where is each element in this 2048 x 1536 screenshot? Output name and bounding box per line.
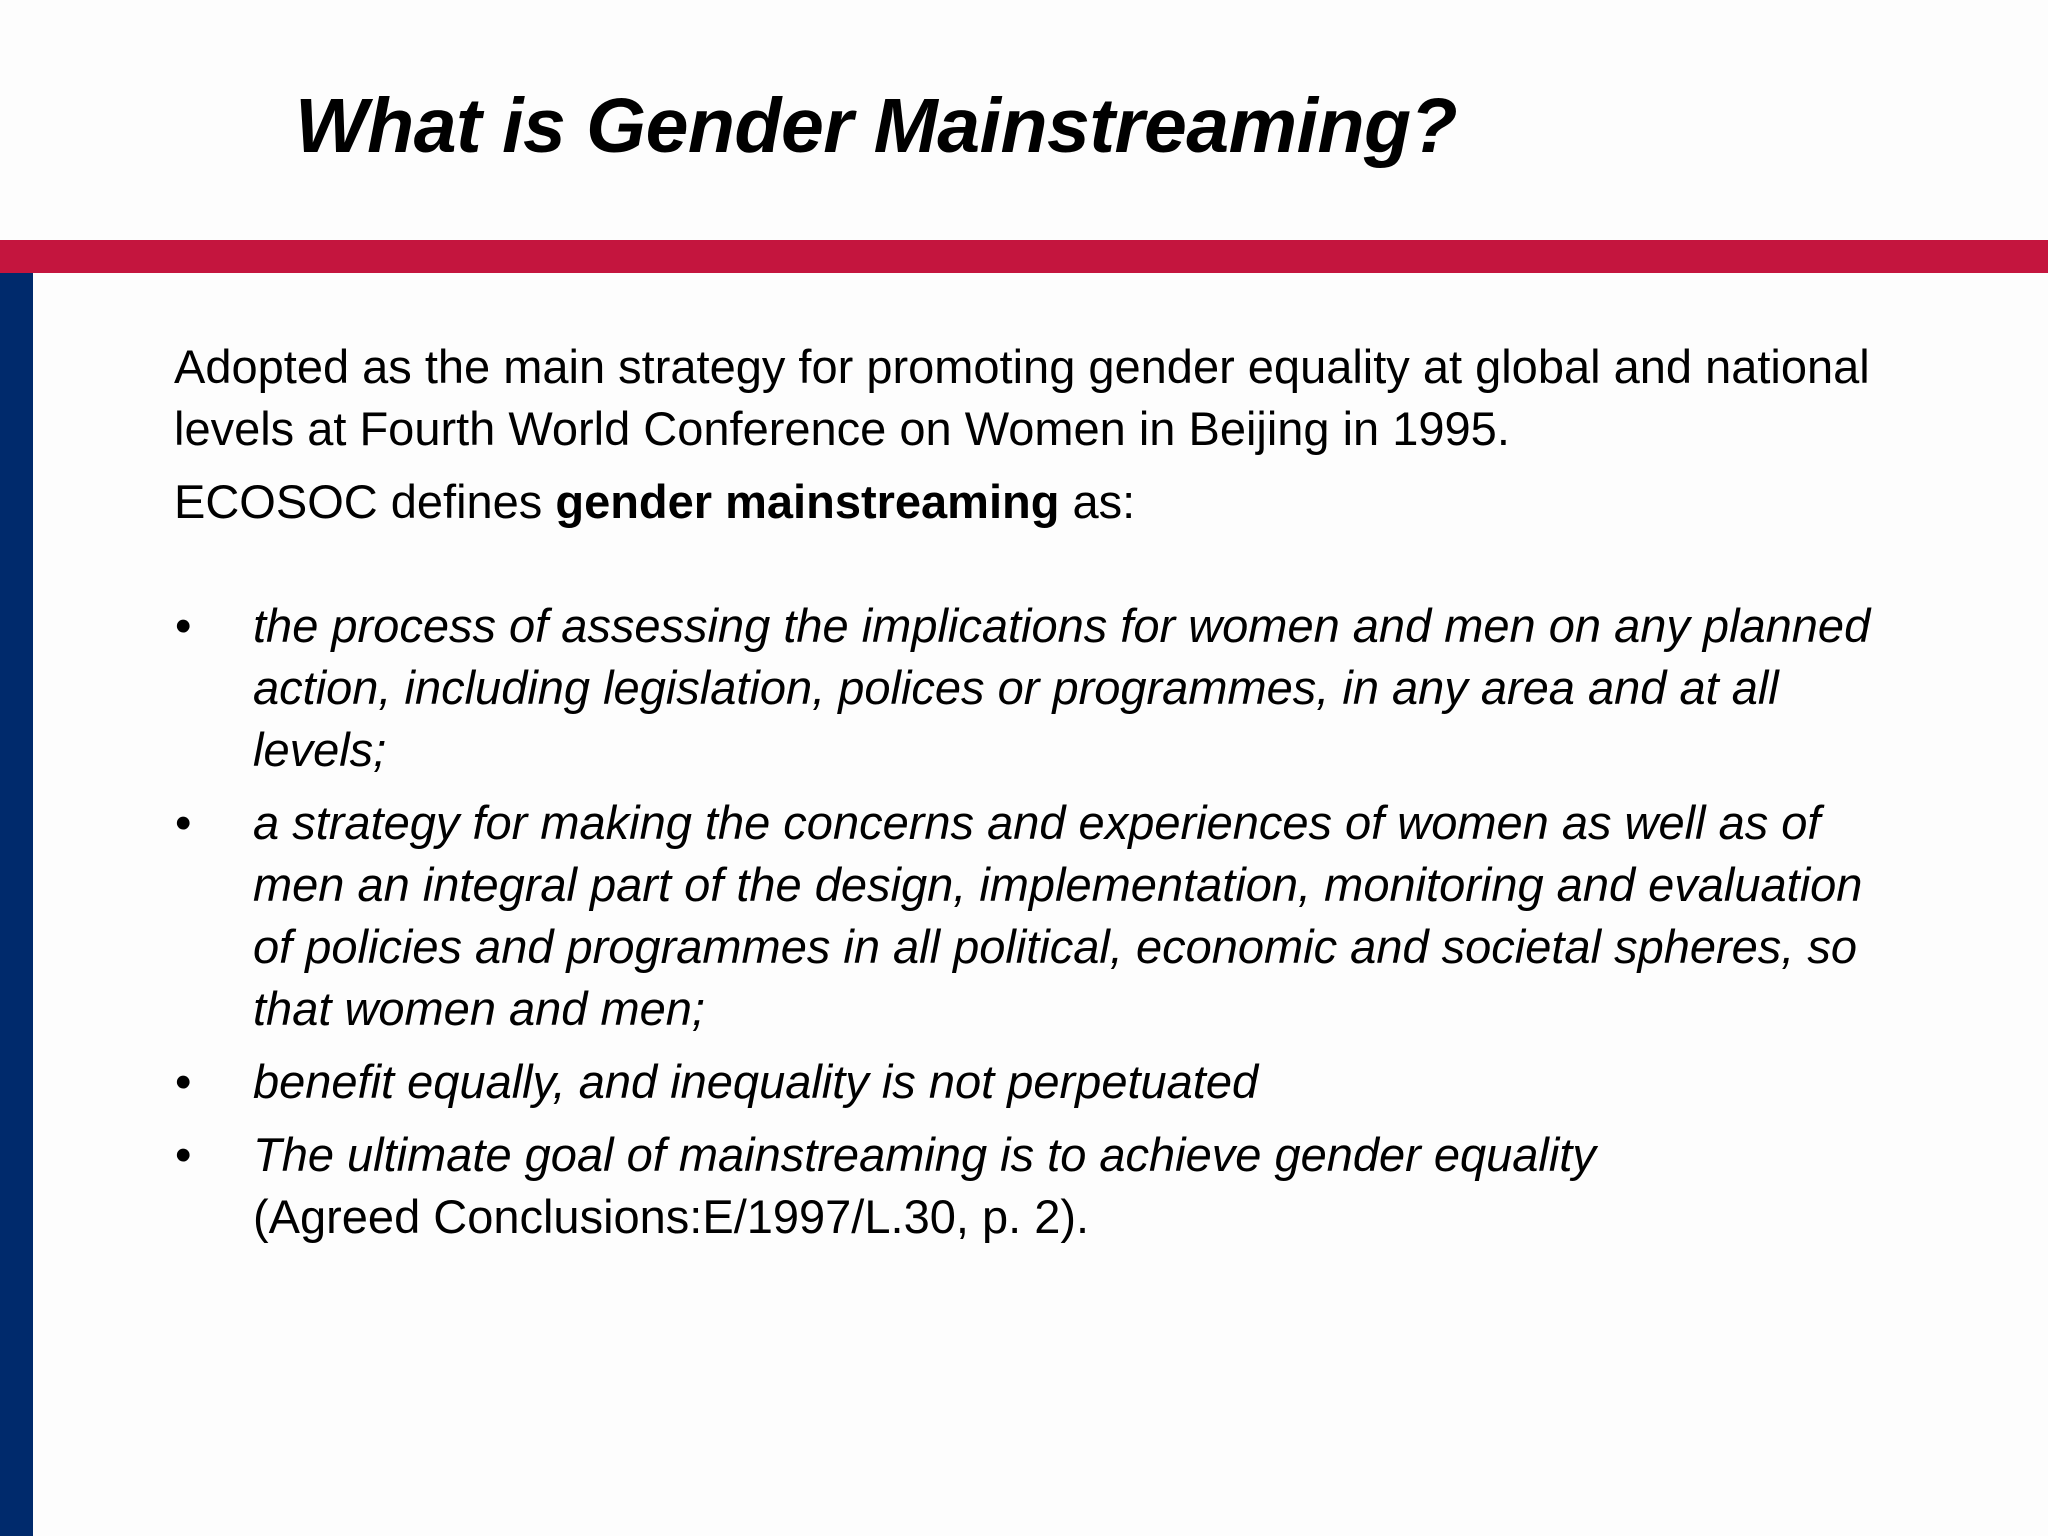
bullet-citation: (Agreed Conclusions:E/1997/L.30, p. 2). bbox=[253, 1190, 1090, 1243]
left-blue-sidebar-stripe bbox=[0, 273, 33, 1536]
definition-prefix: ECOSOC defines bbox=[174, 475, 556, 528]
header-red-divider bbox=[0, 240, 2048, 273]
definition-intro-paragraph bbox=[174, 471, 1874, 533]
definition-bullet-list bbox=[174, 595, 1874, 1248]
slide-title: What is Gender Mainstreaming? bbox=[295, 83, 1458, 169]
definition-suffix: as: bbox=[1059, 475, 1136, 528]
bullet-text: benefit equally, and inequality is not perpetuated bbox=[253, 1055, 1259, 1108]
bullet-marker: • bbox=[175, 599, 192, 652]
bullet-item-benefit-equally bbox=[174, 1051, 1874, 1113]
bullet-marker: • bbox=[175, 1055, 192, 1108]
intro-paragraph: Adopted as the main strategy for promoting gender equality at global and national levels at Fourth World Conference on Women in Beijing in 1995. bbox=[174, 340, 1870, 455]
definition-term: gender mainstreaming bbox=[555, 475, 1060, 528]
bullet-text: the process of assessing the implications for women and men on any planned action, including legislation, polices or programmes, in any area and at all levels; bbox=[253, 599, 1871, 776]
bullet-item-assessing-implications bbox=[174, 595, 1874, 781]
bullet-marker: • bbox=[175, 1128, 192, 1181]
bullet-item-ultimate-goal bbox=[174, 1124, 1874, 1248]
bullet-item-strategy bbox=[174, 792, 1874, 1040]
bullet-text: a strategy for making the concerns and experiences of women as well as of men an integral part of the design, implementation, monitoring and evaluation of policies and programmes in all political, economic and societal spheres, so that women and men; bbox=[253, 796, 1863, 1035]
bullet-text: The ultimate goal of mainstreaming is to achieve gender equality bbox=[253, 1128, 1596, 1181]
bullet-marker: • bbox=[175, 796, 192, 849]
slide-body bbox=[174, 336, 1874, 1259]
